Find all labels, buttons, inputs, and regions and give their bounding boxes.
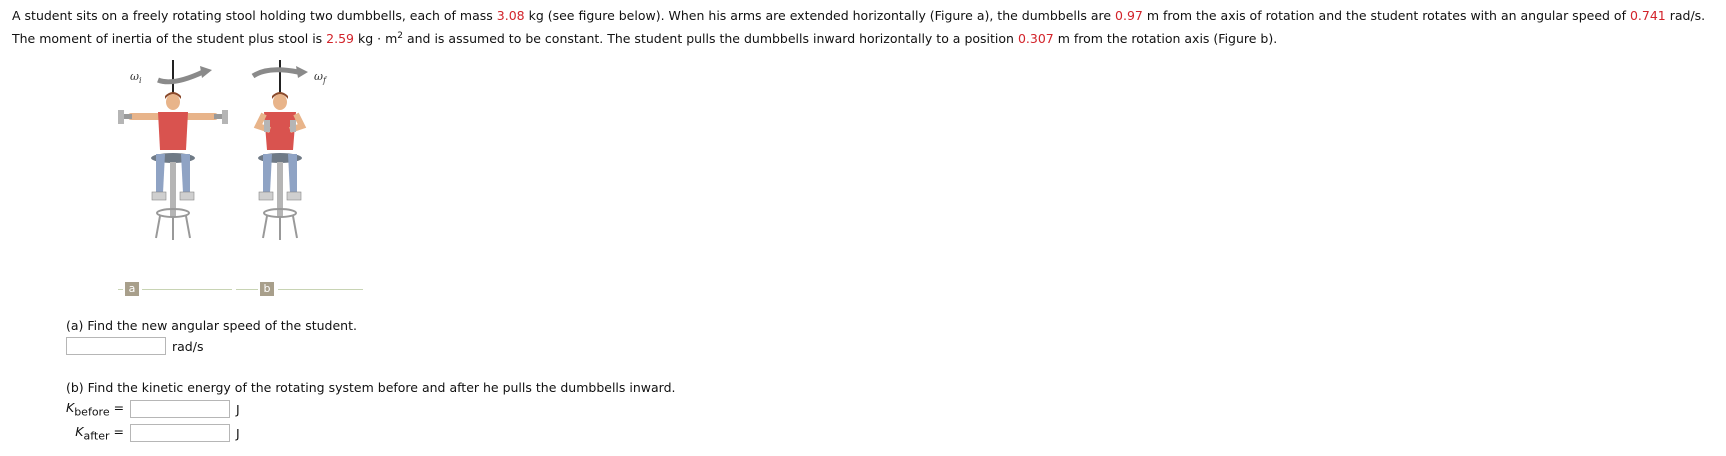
figure-divider: [142, 289, 232, 290]
figure-divider: [278, 289, 363, 290]
part-a-question: (a) Find the new angular speed of the student.: [66, 318, 357, 333]
equals-sign: =: [113, 400, 125, 415]
k-after-row: [66, 424, 240, 443]
unit-label: rad/s: [172, 338, 204, 354]
omega-i-label: $\omega_i$: [130, 70, 142, 85]
problem-text: m from the rotation axis (Figure b).: [1053, 31, 1278, 46]
figure-divider: [118, 289, 123, 290]
equals-sign: =: [113, 424, 124, 439]
figure-a: [118, 60, 228, 240]
k-before-input[interactable]: [130, 400, 230, 418]
part-b-question: (b) Find the kinetic energy of the rotating system before and after he pulls the dumbbells inward.: [66, 380, 676, 395]
k-symbol: K: [75, 424, 84, 439]
problem-text: kg · m: [354, 31, 398, 46]
initial-radius-value: 0.97: [1115, 8, 1143, 23]
angular-speed-input[interactable]: [66, 337, 166, 355]
k-before-label: [66, 400, 124, 419]
k-after-input[interactable]: [130, 424, 230, 442]
unit-label: J: [236, 401, 240, 417]
problem-text: rad/s. The moment of inertia of the student plus stool is: [12, 8, 1706, 46]
k-after-label: [66, 424, 124, 443]
problem-text: kg (see figure below). When his arms are extended horizontally (Figure a), the dumbbells are: [524, 8, 1116, 23]
problem-statement: [12, 4, 1712, 50]
rotation-arrow-icon: [253, 70, 298, 76]
initial-angular-speed-value: 0.741: [1629, 8, 1666, 23]
omega-f-label: $\omega_f$: [314, 70, 326, 85]
unit-label: J: [236, 425, 240, 441]
mass-value: 3.08: [496, 8, 525, 23]
figure-b: [253, 60, 328, 240]
part-a-answer-row: [66, 337, 203, 355]
figure-divider: [236, 289, 258, 290]
exponent: 2: [397, 30, 403, 41]
k-symbol: K: [66, 400, 75, 415]
k-subscript: before: [74, 405, 110, 419]
figure-b-tag: b: [260, 282, 274, 296]
k-before-row: [66, 400, 240, 419]
problem-text: A student sits on a freely rotating stool holding two dumbbells, each of mass: [12, 8, 497, 23]
figure-a-tag: a: [125, 282, 139, 296]
k-subscript: after: [83, 429, 110, 443]
final-radius-value: 0.307: [1017, 31, 1054, 46]
figure-illustration: [118, 58, 363, 303]
problem-text: and is assumed to be constant. The student pulls the dumbbells inward horizontally to a position: [403, 31, 1018, 46]
rotation-arrow-icon: [158, 72, 203, 82]
problem-text: m from the axis of rotation and the student rotates with an angular speed of: [1142, 8, 1630, 23]
rotating-student-figure: [118, 58, 363, 303]
inertia-value: 2.59: [326, 31, 355, 46]
